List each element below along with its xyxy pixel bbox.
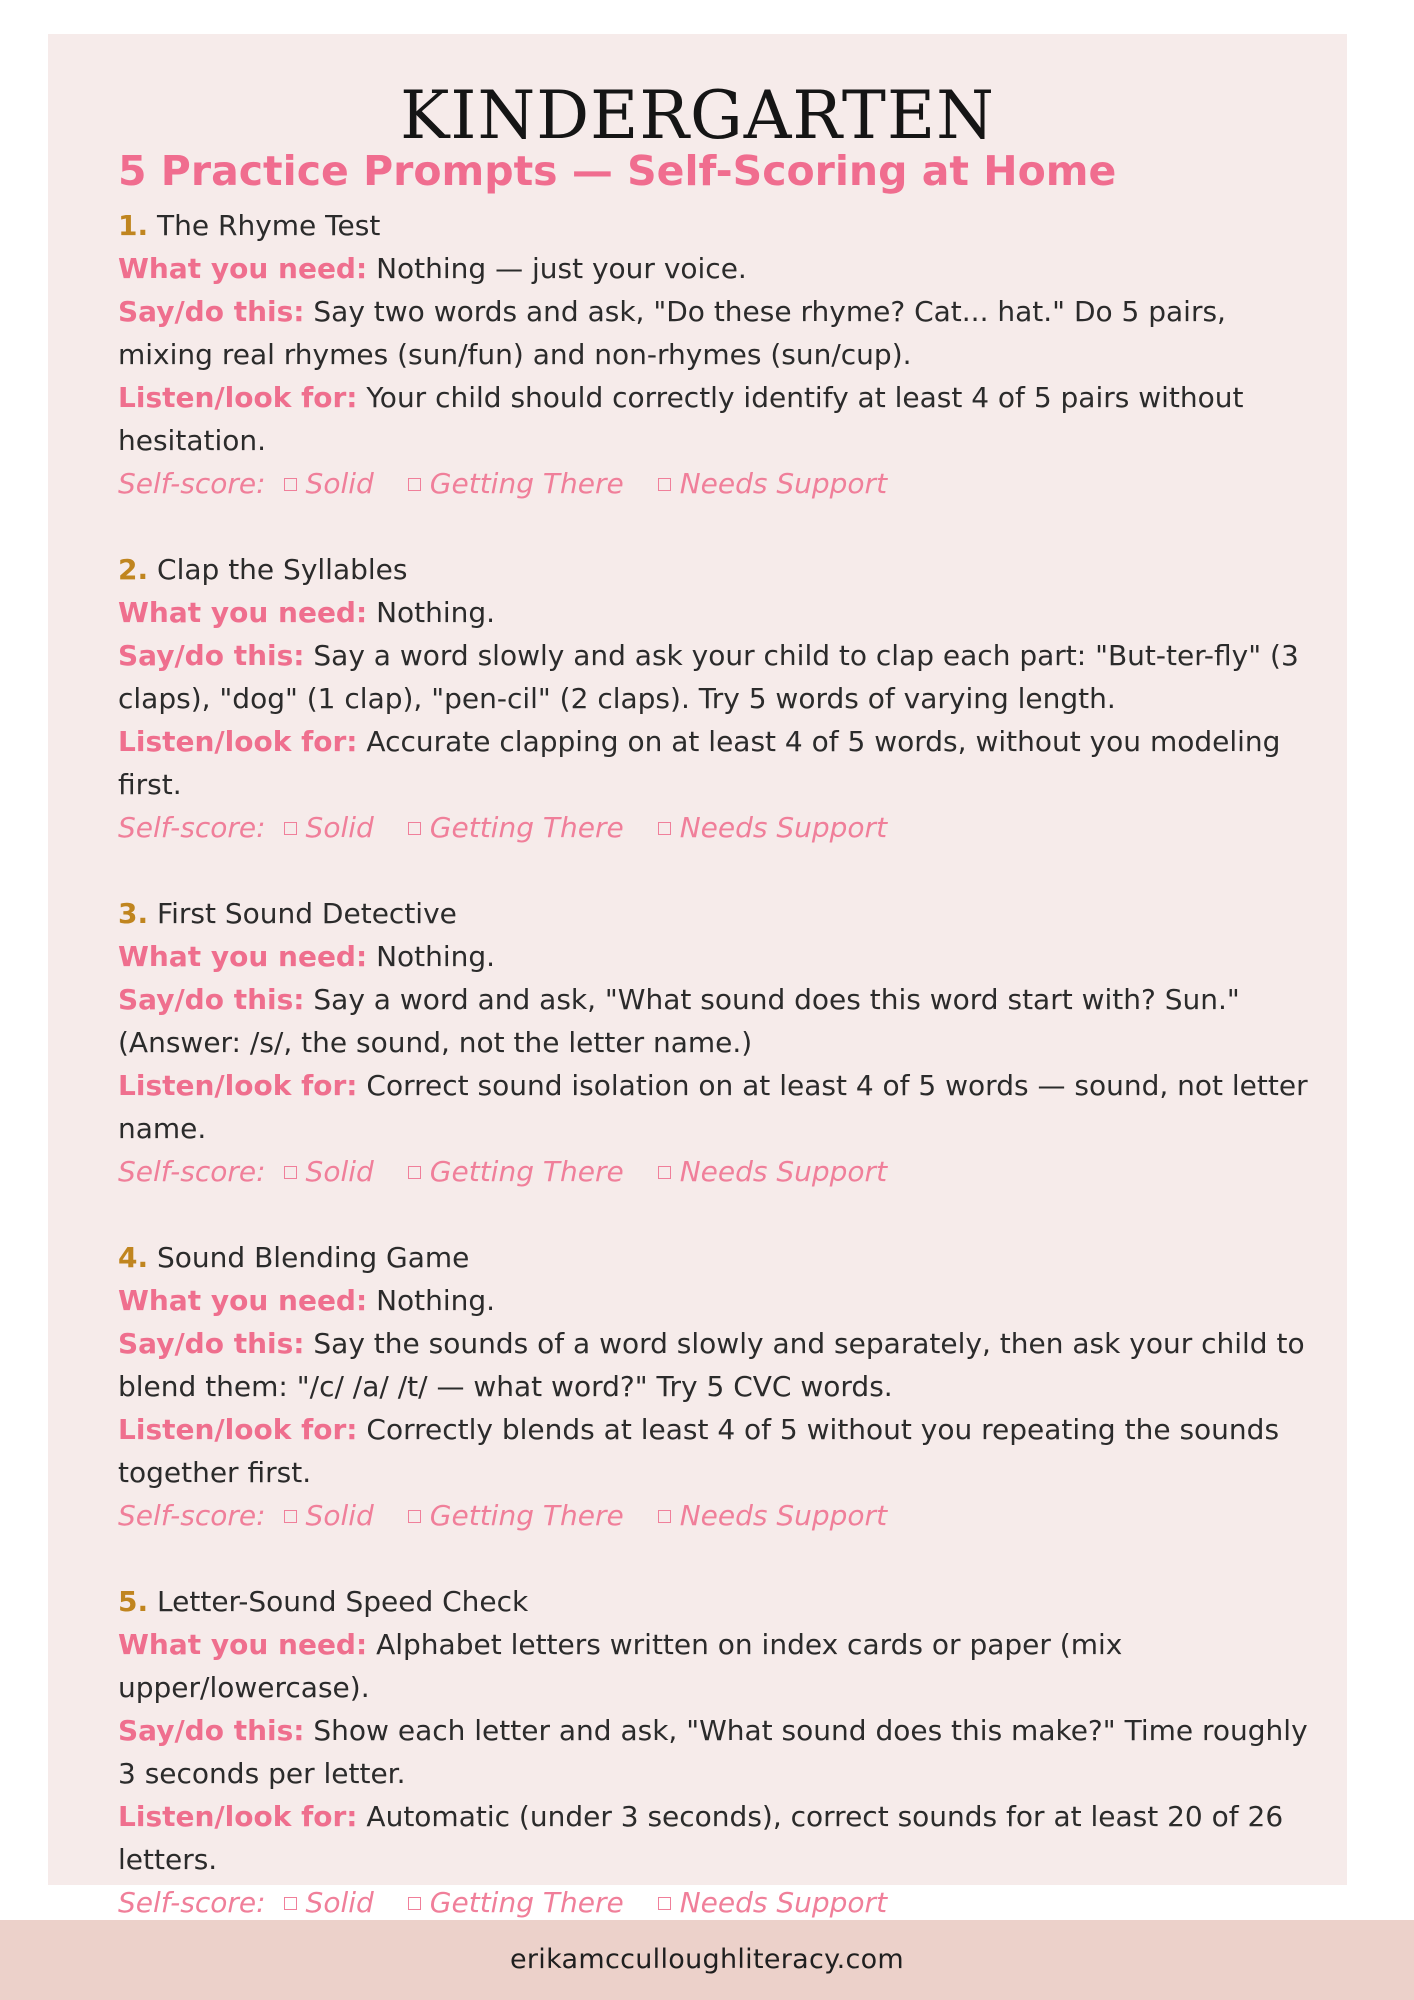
- score-option-label: Getting There: [429, 467, 624, 500]
- prompt-need-line: [118, 247, 1328, 290]
- prompt-title-line: [118, 204, 1328, 247]
- score-option-getting-there[interactable]: [408, 1499, 624, 1532]
- say-label: Say/do this:: [118, 1714, 305, 1747]
- checkbox-icon[interactable]: [408, 1897, 421, 1910]
- self-score-label: Self-score:: [118, 811, 266, 844]
- need-text: Nothing.: [376, 1284, 496, 1317]
- score-option-solid[interactable]: [284, 467, 374, 500]
- score-option-needs-support[interactable]: [658, 811, 887, 844]
- checkbox-icon[interactable]: [408, 1510, 421, 1523]
- prompt-say-line: [118, 290, 1328, 376]
- score-option-label: Solid: [305, 1155, 374, 1188]
- score-option-getting-there[interactable]: [408, 1155, 624, 1188]
- score-option-label: Getting There: [429, 1886, 624, 1919]
- say-text: Show each letter and ask, "What sound does this make?" Time roughly 3 seconds per letter.: [118, 1714, 1308, 1790]
- score-option-label: Needs Support: [679, 467, 888, 500]
- prompt-number: 5.: [118, 1585, 149, 1618]
- need-label: What you need:: [118, 596, 368, 629]
- checkbox-icon[interactable]: [658, 1897, 671, 1910]
- prompt-title: First Sound Detective: [157, 897, 457, 930]
- score-option-needs-support[interactable]: [658, 1499, 887, 1532]
- prompt-title: Letter-Sound Speed Check: [157, 1585, 529, 1618]
- prompt-title-line: [118, 1236, 1328, 1279]
- score-option-solid[interactable]: [284, 1155, 374, 1188]
- checkbox-icon[interactable]: [408, 822, 421, 835]
- score-option-label: Solid: [305, 467, 374, 500]
- score-option-solid[interactable]: [284, 1886, 374, 1919]
- prompt-title-line: [118, 548, 1328, 591]
- say-text: Say a word and ask, "What sound does this word start with? Sun." (Answer: /s/, the sound, not the letter name.): [118, 983, 1240, 1059]
- prompt-listen-line: [118, 1408, 1328, 1494]
- prompt-title-line: [118, 1580, 1328, 1623]
- score-option-solid[interactable]: [284, 811, 374, 844]
- score-option-needs-support[interactable]: [658, 467, 887, 500]
- score-option-label: Getting There: [429, 1155, 624, 1188]
- prompt-item: [118, 204, 1328, 505]
- self-score-row: [118, 1881, 1328, 1924]
- score-option-label: Solid: [305, 1886, 374, 1919]
- self-score-row: [118, 1494, 1328, 1537]
- score-option-label: Getting There: [429, 811, 624, 844]
- prompt-number: 4.: [118, 1241, 149, 1274]
- checkbox-icon[interactable]: [408, 1166, 421, 1179]
- listen-label: Listen/look for:: [118, 381, 358, 414]
- prompt-need-line: [118, 935, 1328, 978]
- prompt-title: Clap the Syllables: [157, 553, 408, 586]
- prompt-number: 1.: [118, 209, 149, 242]
- listen-label: Listen/look for:: [118, 1069, 358, 1102]
- prompt-say-line: [118, 1709, 1328, 1795]
- listen-text: Automatic (under 3 seconds), correct sounds for at least 20 of 26 letters.: [118, 1800, 1284, 1876]
- checkbox-icon[interactable]: [284, 1166, 297, 1179]
- say-text: Say two words and ask, "Do these rhyme? Cat... hat." Do 5 pairs, mixing real rhymes (sun/fun) and non-rhymes (sun/cup).: [118, 295, 1226, 371]
- self-score-row: [118, 806, 1328, 849]
- listen-text: Correctly blends at least 4 of 5 without you repeating the sounds together first.: [118, 1413, 1280, 1489]
- prompt-title: The Rhyme Test: [157, 209, 381, 242]
- page-heading: 5 Practice Prompts — Self-Scoring at Home: [118, 147, 1117, 195]
- prompt-say-line: [118, 634, 1328, 720]
- score-option-getting-there[interactable]: [408, 467, 624, 500]
- score-option-needs-support[interactable]: [658, 1886, 887, 1919]
- say-label: Say/do this:: [118, 295, 305, 328]
- listen-text: Correct sound isolation on at least 4 of 5 words — sound, not letter name.: [118, 1069, 1308, 1145]
- self-score-row: [118, 1150, 1328, 1193]
- listen-label: Listen/look for:: [118, 725, 358, 758]
- prompt-listen-line: [118, 1064, 1328, 1150]
- checkbox-icon[interactable]: [658, 1510, 671, 1523]
- checkbox-icon[interactable]: [658, 1166, 671, 1179]
- prompt-listen-line: [118, 720, 1328, 806]
- score-option-label: Needs Support: [679, 1155, 888, 1188]
- score-option-getting-there[interactable]: [408, 1886, 624, 1919]
- score-option-label: Getting There: [429, 1499, 624, 1532]
- score-option-label: Solid: [305, 1499, 374, 1532]
- score-option-label: Needs Support: [679, 811, 888, 844]
- need-text: Nothing — just your voice.: [376, 252, 747, 285]
- prompt-list: [118, 204, 1328, 1924]
- listen-text: Accurate clapping on at least 4 of 5 words, without you modeling first.: [118, 725, 1281, 801]
- prompt-title: Sound Blending Game: [157, 1241, 470, 1274]
- need-text: Alphabet letters written on index cards or paper (mix upper/lowercase).: [118, 1628, 1123, 1704]
- prompt-item: [118, 548, 1328, 849]
- footer-url: erikamcculloughliteracy.com: [0, 1920, 1414, 2000]
- prompt-number: 2.: [118, 553, 149, 586]
- checkbox-icon[interactable]: [408, 478, 421, 491]
- need-label: What you need:: [118, 1628, 368, 1661]
- listen-text: Your child should correctly identify at least 4 of 5 pairs without hesitation.: [118, 381, 1244, 457]
- score-option-getting-there[interactable]: [408, 811, 624, 844]
- checkbox-icon[interactable]: [284, 478, 297, 491]
- prompt-listen-line: [118, 376, 1328, 462]
- brand-title: KINDERGARTEN: [400, 77, 995, 154]
- need-label: What you need:: [118, 252, 368, 285]
- score-option-needs-support[interactable]: [658, 1155, 887, 1188]
- prompt-title-line: [118, 892, 1328, 935]
- prompt-item: [118, 1236, 1328, 1537]
- prompt-say-line: [118, 978, 1328, 1064]
- say-text: Say the sounds of a word slowly and separately, then ask your child to blend them: "/c/ /a/ /t/ — what word?" Try 5 CVC words.: [118, 1327, 1305, 1403]
- self-score-label: Self-score:: [118, 1499, 266, 1532]
- prompt-say-line: [118, 1322, 1328, 1408]
- prompt-need-line: [118, 1623, 1328, 1709]
- checkbox-icon[interactable]: [284, 1897, 297, 1910]
- prompt-number: 3.: [118, 897, 149, 930]
- listen-label: Listen/look for:: [118, 1800, 358, 1833]
- score-option-label: Solid: [305, 811, 374, 844]
- checkbox-icon[interactable]: [658, 822, 671, 835]
- say-label: Say/do this:: [118, 1327, 305, 1360]
- need-label: What you need:: [118, 940, 368, 973]
- content-panel: [48, 34, 1347, 1919]
- say-label: Say/do this:: [118, 983, 305, 1016]
- score-option-solid[interactable]: [284, 1499, 374, 1532]
- score-option-label: Needs Support: [679, 1499, 888, 1532]
- prompt-need-line: [118, 1279, 1328, 1322]
- need-text: Nothing.: [376, 596, 496, 629]
- self-score-label: Self-score:: [118, 1886, 266, 1919]
- self-score-row: [118, 462, 1328, 505]
- prompt-need-line: [118, 591, 1328, 634]
- prompt-item: [118, 1580, 1328, 1924]
- prompt-item: [118, 892, 1328, 1193]
- listen-label: Listen/look for:: [118, 1413, 358, 1446]
- checkbox-icon[interactable]: [658, 478, 671, 491]
- say-label: Say/do this:: [118, 639, 305, 672]
- prompt-listen-line: [118, 1795, 1328, 1881]
- self-score-label: Self-score:: [118, 467, 266, 500]
- score-option-label: Needs Support: [679, 1886, 888, 1919]
- need-text: Nothing.: [376, 940, 496, 973]
- say-text: Say a word slowly and ask your child to clap each part: "But-ter-fly" (3 claps), "dog" (1 clap), "pen-cil" (2 claps). Try 5 words of varying length.: [118, 639, 1299, 715]
- self-score-label: Self-score:: [118, 1155, 266, 1188]
- need-label: What you need:: [118, 1284, 368, 1317]
- checkbox-icon[interactable]: [284, 822, 297, 835]
- checkbox-icon[interactable]: [284, 1510, 297, 1523]
